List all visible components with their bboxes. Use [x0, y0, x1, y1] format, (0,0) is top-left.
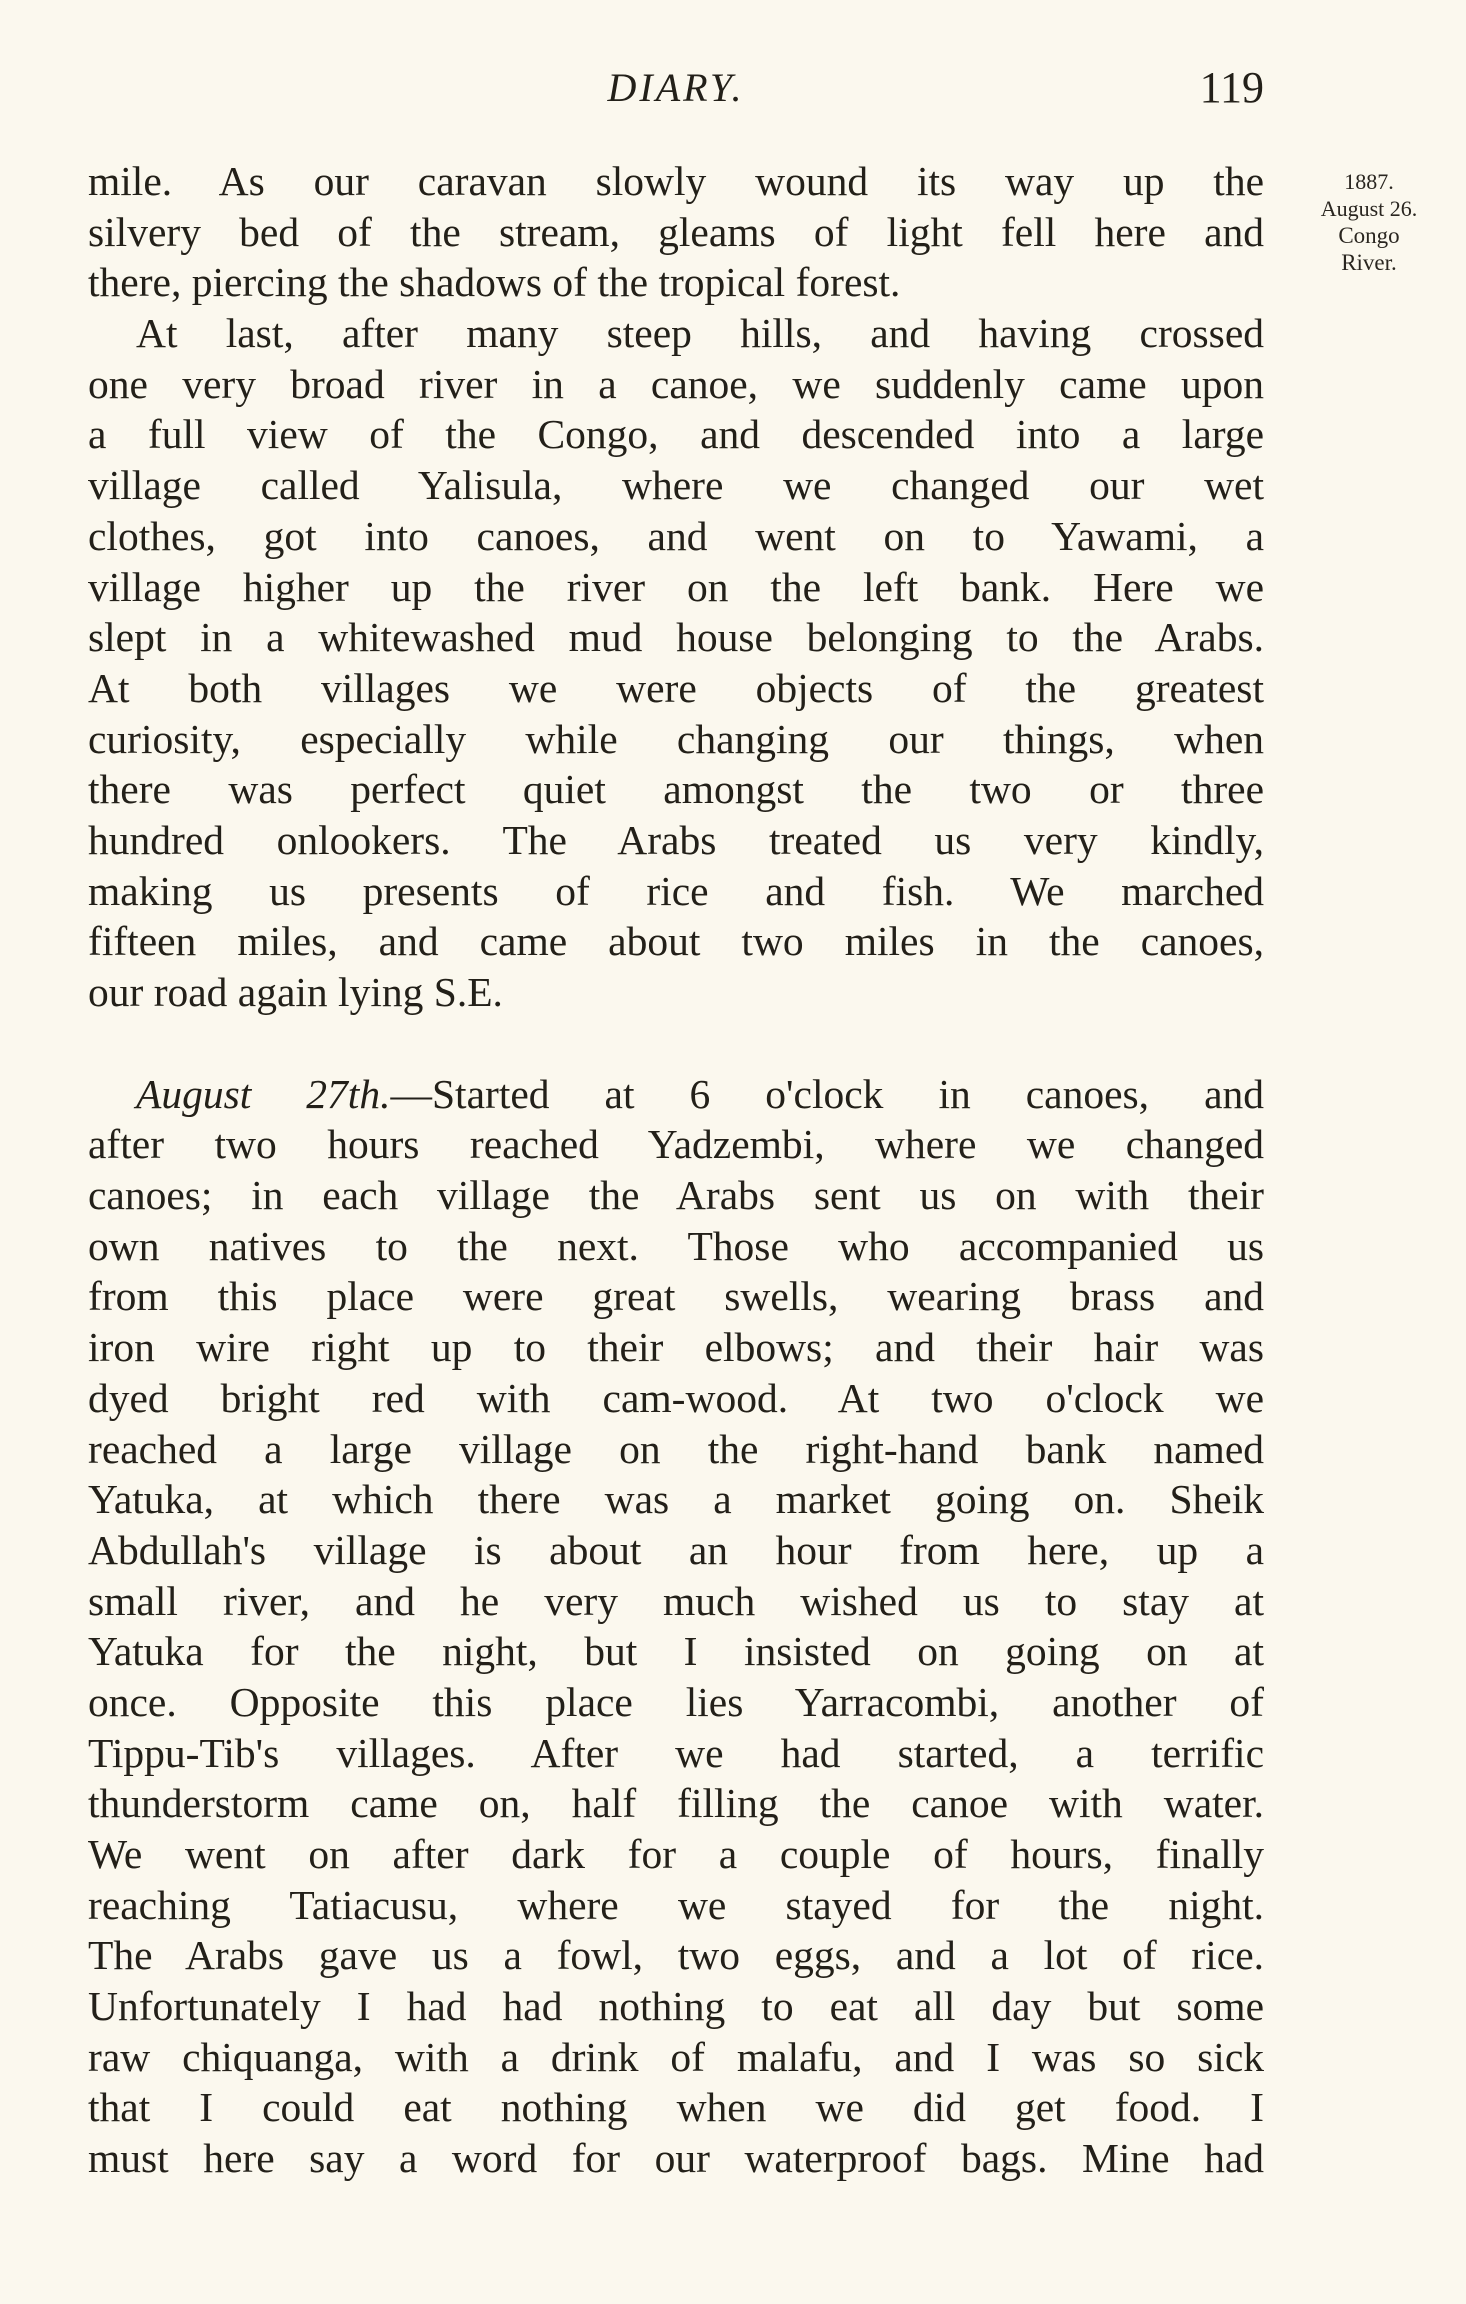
body-text	[88, 156, 1264, 2184]
text-line: Tippu-Tib's villages. After we had started, a terrific	[88, 1729, 1264, 1776]
margin-note-date: August 26.	[1320, 196, 1418, 221]
text-line: raw chiquanga, with a drink of malafu, and I was so sick	[88, 2033, 1264, 2080]
margin-note	[1284, 168, 1454, 276]
text-line: our road again lying S.E.	[88, 969, 503, 1015]
text-line: thunderstorm came on, half filling the canoe with water.	[88, 1780, 1264, 1827]
text-line: canoes; in each village the Arabs sent us on with their	[88, 1172, 1264, 1219]
text-line: Unfortunately I had had nothing to eat all day but some	[88, 1983, 1264, 2030]
text-line	[88, 1069, 1264, 1120]
entry-first-line: —Started at 6 o'clock in canoes, and	[390, 1070, 1264, 1117]
text-line: from this place were great swells, wearing brass and	[88, 1273, 1264, 1320]
text-line: small river, and he very much wished us to stay at	[88, 1577, 1264, 1624]
text-line: there, piercing the shadows of the tropical forest.	[88, 259, 901, 306]
text-line: village higher up the river on the left bank. Here we	[88, 563, 1264, 610]
text-line: hundred onlookers. The Arabs treated us very kindly,	[88, 816, 1264, 863]
margin-note-place-line2: River.	[1341, 250, 1397, 275]
text-line: Abdullah's village is about an hour from here, up a	[88, 1526, 1264, 1573]
entry-date: August 27th.	[136, 1070, 391, 1117]
text-line: At last, after many steep hills, and having crossed	[136, 310, 1264, 357]
text-line: making us presents of rice and fish. We marched	[88, 867, 1264, 914]
text-line: mile. As our caravan slowly wound its way up the	[88, 158, 1264, 204]
margin-note-place-line1: Congo	[1338, 223, 1400, 248]
text-line: that I could eat nothing when we did get food. I	[88, 2084, 1264, 2131]
text-line: one very broad river in a canoe, we suddenly came upon	[88, 360, 1264, 407]
text-line: We went on after dark for a couple of hours, finally	[88, 1831, 1264, 1877]
margin-note-year: 1887.	[1344, 169, 1394, 194]
text-line: a full view of the Congo, and descended into a large	[88, 411, 1264, 458]
page-number: 119	[1199, 63, 1264, 112]
text-line: At both villages we were objects of the greatest	[88, 664, 1264, 711]
paragraph-gap	[88, 1018, 1264, 1069]
text-line: reaching Tatiacusu, where we stayed for the night.	[88, 1881, 1264, 1928]
text-line: fifteen miles, and came about two miles in the canoes,	[88, 918, 1264, 965]
text-line: Yatuka, at which there was a market going on. Sheik	[88, 1476, 1264, 1523]
text-line: Yatuka for the night, but I insisted on going on at	[88, 1628, 1264, 1675]
text-line: there was perfect quiet amongst the two or three	[88, 766, 1264, 813]
text-line: iron wire right up to their elbows; and their hair was	[88, 1324, 1264, 1371]
text-line: slept in a whitewashed mud house belonging to the Arabs.	[88, 614, 1264, 661]
text-line: dyed bright red with cam-wood. At two o'clock we	[88, 1374, 1264, 1421]
text-line: after two hours reached Yadzembi, where we changed	[88, 1121, 1264, 1168]
text-line: curiosity, especially while changing our things, when	[88, 715, 1264, 762]
text-line: must here say a word for our waterproof bags. Mine had	[88, 2135, 1264, 2182]
running-head	[88, 62, 1264, 118]
text-line: village called Yalisula, where we changed our wet	[88, 462, 1264, 509]
text-line: reached a large village on the right-hand bank named	[88, 1425, 1264, 1472]
text-line: own natives to the next. Those who accompanied us	[88, 1222, 1264, 1269]
text-line: once. Opposite this place lies Yarracombi, another of	[88, 1678, 1264, 1725]
text-line: clothes, got into canoes, and went on to Yawami, a	[88, 512, 1264, 559]
text-line: The Arabs gave us a fowl, two eggs, and a lot of rice.	[88, 1932, 1264, 1979]
text-line: silvery bed of the stream, gleams of light fell here and	[88, 208, 1264, 255]
running-head-title: DIARY.	[607, 65, 745, 110]
